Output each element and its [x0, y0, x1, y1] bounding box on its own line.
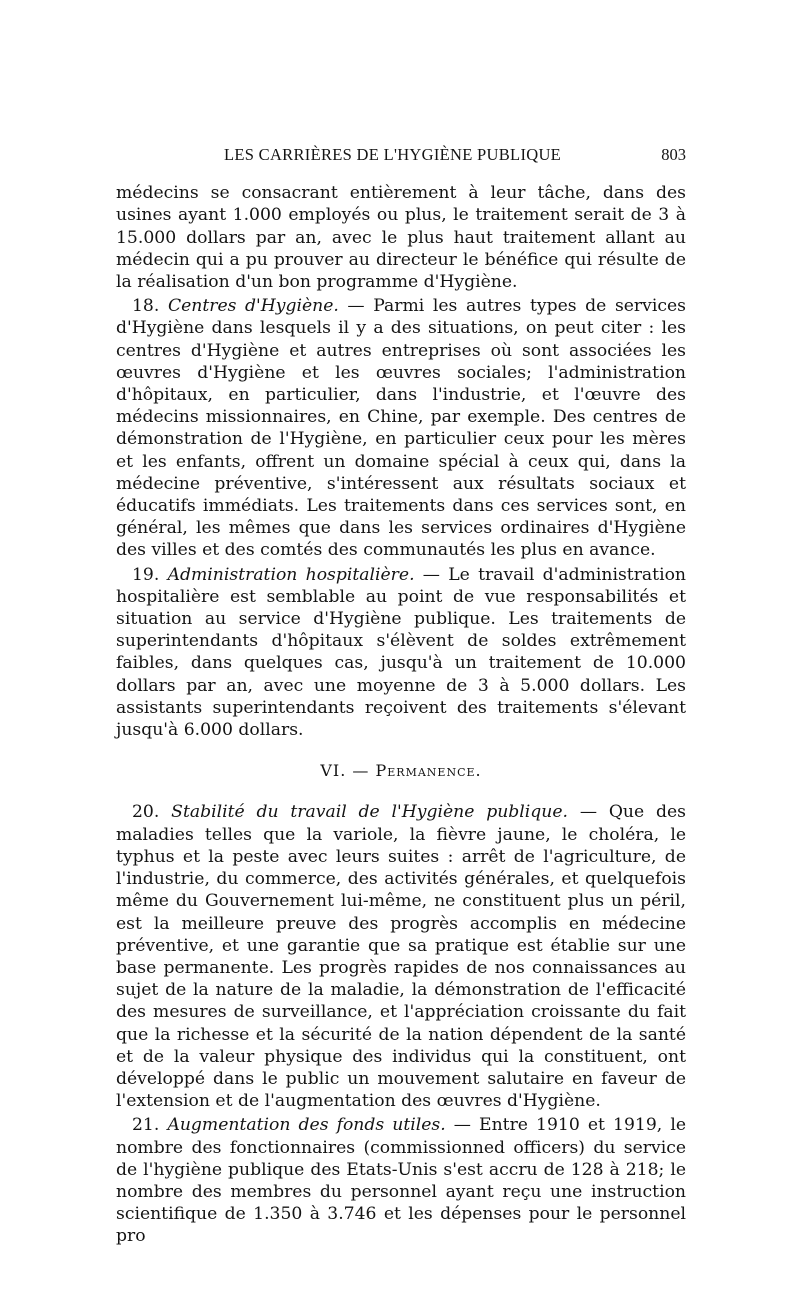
page-number: 803: [661, 145, 686, 164]
paragraph-title: Stabilité du travail de l'Hygiène publique.: [171, 802, 568, 823]
paragraph-19: [116, 564, 686, 742]
paragraph-title: Centres d'Hygiène.: [167, 296, 339, 317]
paragraph-number: 18.: [132, 296, 160, 317]
paragraph-body: — Parmi les autres types de services d'Hygiène dans lesquels il y a des situations, on peut citer : les centres d'Hygiène et autres entreprises où sont associées les œuvres d'Hygiène et les œuvres sociales; l'administration d'hôpitaux, en particulier, dans l'industrie, et l'œuvre des médecins missionnaires, en Chine, par exemple. Des centres de démonstration de l'Hygiène, en particulier ceux pour les mères et les enfants, offrent un domaine spécial à ceux qui, dans la médecine préventive, s'intéressent aux résultats sociaux et éducatifs immédiats. Les traitements dans ces services sont, en général, les mêmes que dans les services ordinaires d'Hygiène des villes et des comtés des communautés les plus en avance.: [116, 296, 686, 561]
paragraph-21: [116, 1114, 686, 1247]
paragraph-number: 20.: [132, 802, 160, 823]
paragraph-18: [116, 295, 686, 561]
paragraph-number: 21.: [132, 1115, 160, 1136]
book-page: [116, 144, 686, 1248]
paragraph-number: 19.: [132, 564, 160, 585]
paragraph-body: — Que des maladies telles que la variole, la fièvre jaune, le choléra, le typhus et la peste avec leurs suites : arrêt de l'agriculture, de l'industrie, du commerce, des activités générales, et quelquefois même du Gouvernement lui-même, ne constituent plus un péril, est la meilleure preuve des progrès accomplis en médecine préventive, et une garantie que sa pratique est établie sur une base permanente. Les progrès rapides de nos connaissances au sujet de la nature de la maladie, la démonstration de l'efficacité des mesures de surveillance, et l'appréciation croissante du fait que la richesse et la sécurité de la nation dépendent de la santé et de la valeur physique des individus qui la constituent, ont développé dans le public un mouvement salutaire en faveur de l'extension et de l'augmentation des œuvres d'Hygiène.: [116, 802, 686, 1112]
paragraph-20: [116, 801, 686, 1112]
paragraph-title: Administration hospitalière.: [167, 564, 415, 585]
paragraph-title: Augmentation des fonds utiles.: [167, 1115, 446, 1136]
running-title: LES CARRIÈRES DE L'HYGIÈNE PUBLIQUE: [224, 145, 562, 164]
paragraph-continued: médecins se consacrant entièrement à leur tâche, dans des usines ayant 1.000 employés ou plus, le traitement serait de 3 à 15.000 dollars par an, avec le plus haut traitement allant au médecin qui a pu prouver au directeur le bénéfice qui résulte de la réalisation d'un bon programme d'Hygiène.: [116, 183, 686, 293]
paragraph-body: — Le travail d'administration hospitalière est semblable au point de vue responsabilités et situation au service d'Hygiène publique. Les traitements de superintendants d'hôpitaux s'élèvent de soldes extrêmement faibles, dans quelques cas, jusqu'à un traitement de 10.000 dollars par an, avec une moyenne de 3 à 5.000 dollars. Les assistants superintendants reçoivent des traitements s'élevant jusqu'à 6.000 dollars.: [116, 564, 686, 741]
paragraph-body: — Entre 1910 et 1919, le nombre des fonctionnaires (commissionned officers) du service de l'hygiène publique des Etats-Unis s'est accru de 128 à 218; le nombre des membres du personnel ayant reçu une instruction scientifique de 1.350 à 3.746 et les dépenses pour le personnel pro: [116, 1115, 686, 1247]
section-heading: [116, 760, 686, 782]
page-header: [116, 144, 686, 166]
section-title: Permanence.: [375, 761, 482, 781]
section-number: VI. —: [320, 761, 376, 781]
